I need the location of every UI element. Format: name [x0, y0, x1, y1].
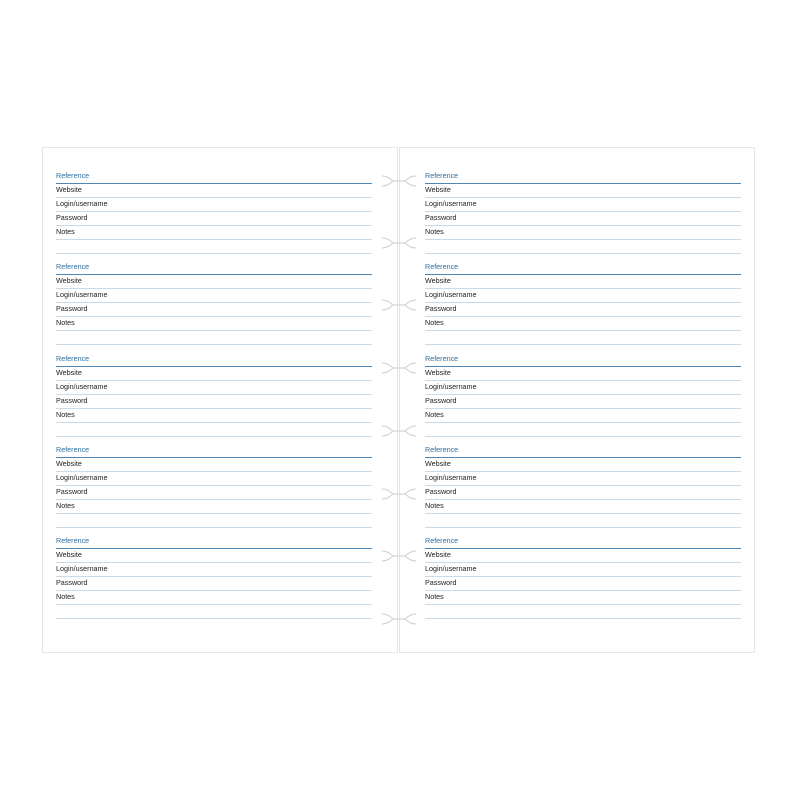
password-field[interactable] [56, 577, 372, 591]
password-entry [425, 170, 741, 261]
password-field[interactable] [425, 212, 741, 226]
password-entry [56, 444, 372, 535]
notes-line[interactable] [425, 331, 741, 345]
notes-field[interactable] [56, 317, 372, 331]
password-label: Password [56, 578, 88, 588]
notes-field[interactable] [425, 500, 741, 514]
reference-label: Reference [56, 444, 90, 454]
reference-label: Reference [56, 262, 90, 272]
password-label: Password [425, 304, 457, 314]
binder-hole-icon [380, 549, 418, 563]
login-field[interactable] [56, 289, 372, 303]
right-page [399, 147, 755, 653]
notes-label: Notes [425, 409, 444, 419]
login-field[interactable] [425, 563, 741, 577]
password-label: Password [425, 395, 457, 405]
binder-holes [380, 147, 420, 653]
login-label: Login/username [425, 381, 477, 391]
reference-field[interactable] [56, 353, 372, 367]
website-label: Website [56, 550, 82, 560]
notes-line[interactable] [56, 605, 372, 619]
password-label: Password [425, 213, 457, 222]
notes-line[interactable] [56, 240, 372, 254]
password-entry [56, 261, 372, 352]
login-label: Login/username [425, 564, 477, 574]
website-label: Website [56, 367, 82, 377]
password-entry [56, 535, 372, 626]
login-field[interactable] [425, 381, 741, 395]
reference-label: Reference [425, 444, 459, 454]
website-field[interactable] [56, 458, 372, 472]
login-label: Login/username [425, 472, 477, 482]
reference-field[interactable] [56, 535, 372, 549]
notes-line[interactable] [425, 605, 741, 619]
notes-label: Notes [56, 592, 75, 602]
reference-field[interactable] [56, 170, 372, 184]
notes-field[interactable] [425, 226, 741, 240]
password-entry [425, 261, 741, 352]
notebook-spread [42, 147, 755, 653]
notes-label: Notes [56, 227, 75, 236]
notes-label: Notes [425, 500, 444, 510]
password-field[interactable] [425, 486, 741, 500]
left-page [42, 147, 398, 653]
notes-field[interactable] [56, 226, 372, 240]
password-field[interactable] [56, 486, 372, 500]
website-field[interactable] [425, 184, 741, 198]
password-label: Password [56, 486, 88, 496]
reference-label: Reference [425, 171, 459, 180]
password-label: Password [425, 578, 457, 588]
reference-label: Reference [425, 262, 459, 272]
notes-field[interactable] [425, 409, 741, 423]
password-label: Password [425, 486, 457, 496]
password-field[interactable] [425, 395, 741, 409]
reference-field[interactable] [56, 444, 372, 458]
login-label: Login/username [56, 290, 108, 300]
website-label: Website [425, 458, 451, 468]
reference-field[interactable] [425, 170, 741, 184]
login-field[interactable] [425, 198, 741, 212]
password-entry [425, 353, 741, 444]
binder-hole-icon [380, 487, 418, 501]
notes-field[interactable] [425, 317, 741, 331]
password-field[interactable] [56, 303, 372, 317]
password-field[interactable] [425, 577, 741, 591]
reference-label: Reference [56, 171, 90, 180]
login-field[interactable] [56, 563, 372, 577]
notes-label: Notes [425, 227, 444, 236]
binder-hole-icon [380, 612, 418, 626]
login-field[interactable] [56, 198, 372, 212]
notes-line[interactable] [425, 423, 741, 437]
notes-label: Notes [425, 318, 444, 328]
password-label: Password [56, 304, 88, 314]
login-label: Login/username [425, 290, 477, 300]
website-field[interactable] [425, 549, 741, 563]
right-page-entries [425, 170, 741, 626]
notes-field[interactable] [56, 591, 372, 605]
website-label: Website [425, 550, 451, 560]
reference-field[interactable] [56, 261, 372, 275]
notes-field[interactable] [425, 591, 741, 605]
website-field[interactable] [425, 458, 741, 472]
website-field[interactable] [56, 275, 372, 289]
notes-field[interactable] [56, 409, 372, 423]
password-entry [425, 444, 741, 535]
login-label: Login/username [56, 199, 108, 208]
reference-field[interactable] [425, 353, 741, 367]
notes-line[interactable] [425, 240, 741, 254]
reference-field[interactable] [425, 444, 741, 458]
notes-line[interactable] [56, 331, 372, 345]
website-label: Website [425, 185, 451, 194]
notes-label: Notes [56, 500, 75, 510]
reference-field[interactable] [425, 535, 741, 549]
website-label: Website [425, 367, 451, 377]
notes-label: Notes [56, 318, 75, 328]
reference-label: Reference [56, 536, 90, 546]
password-entry [56, 353, 372, 444]
binder-hole-icon [380, 236, 418, 250]
notes-label: Notes [425, 592, 444, 602]
login-field[interactable] [425, 289, 741, 303]
binder-hole-icon [380, 361, 418, 375]
reference-field[interactable] [425, 261, 741, 275]
login-field[interactable] [56, 381, 372, 395]
left-page-entries [56, 170, 372, 626]
password-label: Password [56, 213, 88, 222]
notes-label: Notes [56, 409, 75, 419]
website-label: Website [56, 458, 82, 468]
website-label: Website [425, 276, 451, 286]
reference-label: Reference [425, 353, 459, 363]
website-field[interactable] [425, 367, 741, 381]
login-field[interactable] [425, 472, 741, 486]
password-label: Password [56, 395, 88, 405]
website-label: Website [56, 185, 82, 194]
binder-hole-icon [380, 424, 418, 438]
binder-hole-icon [380, 174, 418, 188]
password-field[interactable] [425, 303, 741, 317]
website-field[interactable] [56, 184, 372, 198]
password-field[interactable] [56, 212, 372, 226]
notes-line[interactable] [56, 514, 372, 528]
notes-field[interactable] [56, 500, 372, 514]
password-field[interactable] [56, 395, 372, 409]
login-label: Login/username [425, 199, 477, 208]
website-field[interactable] [56, 549, 372, 563]
reference-label: Reference [56, 353, 90, 363]
notes-line[interactable] [425, 514, 741, 528]
website-field[interactable] [425, 275, 741, 289]
login-label: Login/username [56, 472, 108, 482]
login-label: Login/username [56, 564, 108, 574]
password-entry [425, 535, 741, 626]
login-label: Login/username [56, 381, 108, 391]
password-entry [56, 170, 372, 261]
website-field[interactable] [56, 367, 372, 381]
login-field[interactable] [56, 472, 372, 486]
notes-line[interactable] [56, 423, 372, 437]
website-label: Website [56, 276, 82, 286]
binder-hole-icon [380, 298, 418, 312]
reference-label: Reference [425, 536, 459, 546]
